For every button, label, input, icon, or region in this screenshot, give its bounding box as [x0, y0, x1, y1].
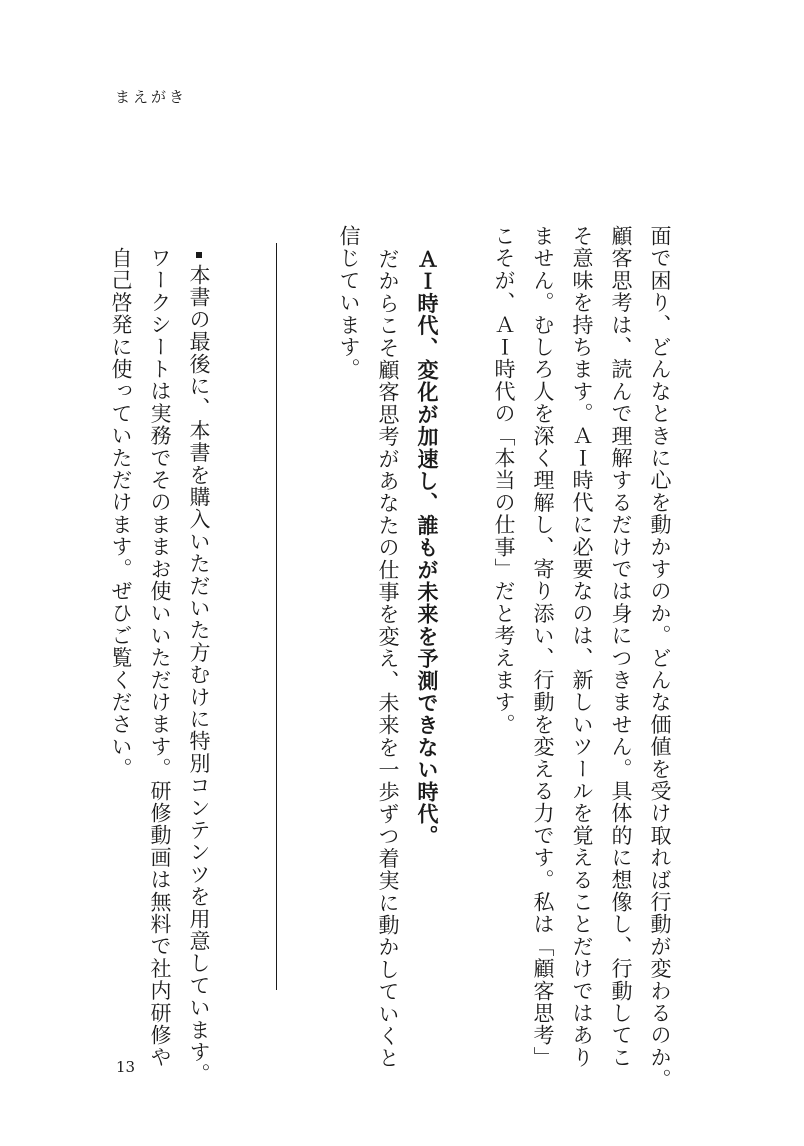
body-line-4: ません。むしろ人を深く理解し、寄り添い、行動を変える力です。私は「顧客思考」	[531, 225, 555, 1069]
running-head: まえがき	[115, 88, 188, 106]
note-line-2: ワークシートは実務でそのままお使いいただけます。研修動画は無料で社内研修や	[148, 247, 172, 1069]
body-line-2: 顧客思考は、読んで理解するだけでは身につきません。具体的に想像し、行動してこ	[609, 225, 633, 1069]
closing-line-1: だからこそ顧客思考があなたの仕事を変え、未来を一歩ずつ着実に動かしていくと	[376, 248, 400, 1070]
section-divider	[276, 243, 277, 990]
note-line-1: 本書の最後に、本書を購入いただいた方むけに特別コンテンツを用意しています。	[187, 264, 211, 1086]
body-line-3: そ意味を持ちます。ＡＩ時代に必要なのは、新しいツールを覚えることだけではあり	[570, 225, 594, 1069]
emphasis-line: ＡＩ時代、変化が加速し、誰もが未来を予測できない時代。	[415, 248, 439, 848]
note-bullet-icon	[196, 252, 202, 258]
body-line-5: こそが、ＡＩ時代の「本当の仕事」だと考えます。	[492, 225, 516, 736]
closing-line-2: 信じています。	[337, 225, 361, 381]
page-number: 13	[116, 1058, 136, 1076]
note-line-3: 自己啓発に使っていただけます。ぜひご覧ください。	[109, 247, 133, 780]
body-line-1: 面で困り、どんなときに心を動かすのか。どんな価値を受け取れば行動が変わるのか。	[648, 225, 672, 1091]
